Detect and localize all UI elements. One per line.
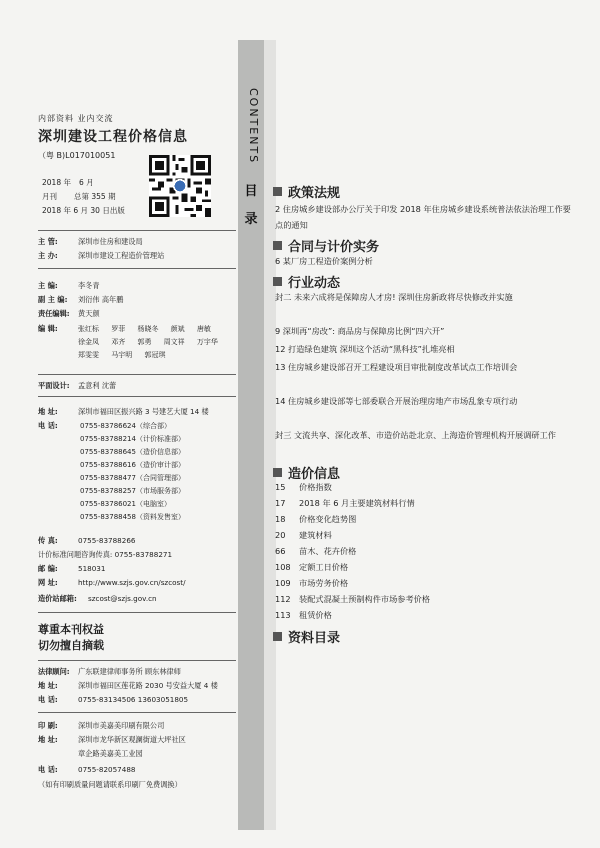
toc-title: 价格变化趋势图 <box>299 514 357 524</box>
supervisor-row <box>38 236 143 248</box>
toc-item[interactable] <box>275 559 577 575</box>
toc-item[interactable] <box>275 543 577 559</box>
website-label: 网 址: <box>38 578 58 587</box>
phone-item: 0755-83788616（造价审计部） <box>80 461 185 469</box>
printer-address-line2: 章企路美嘉美工业园 <box>78 749 143 758</box>
chief-editor-row <box>38 280 100 292</box>
supervisor-value: 深圳市住房和建设局 <box>78 237 143 246</box>
toc-page: 109 <box>275 578 291 588</box>
toc-page: 15 <box>275 482 286 492</box>
design-label: 平面设计: <box>38 381 70 390</box>
toc-title: 装配式混凝土预制构件市场参考价格 <box>299 594 431 604</box>
issn-number: （粤 B)L017010051 <box>38 151 116 160</box>
divider <box>38 268 236 269</box>
toc-page: 113 <box>275 610 291 620</box>
divider <box>38 230 236 231</box>
toc-item[interactable] <box>275 479 577 495</box>
toc-item[interactable] <box>275 527 577 543</box>
responsible-editor-value: 黄天颜 <box>78 309 100 318</box>
legal-phone-label: 电 话: <box>38 695 58 704</box>
divider <box>38 660 236 661</box>
toc-title: 2018 年 6 月主要建筑材料行情 <box>299 498 415 508</box>
printer-address-value: 深圳市龙华新区观澜街道大坪社区 <box>78 735 186 744</box>
toc-item[interactable] <box>275 607 577 623</box>
publish-date: 2018 年 6 月 30 日出版 <box>42 206 125 215</box>
printer-address-label: 地 址: <box>38 735 58 744</box>
responsible-editor-label: 责任编辑: <box>38 309 70 318</box>
legal-address-row <box>38 680 218 692</box>
postcode-row <box>38 563 105 575</box>
toc-item[interactable]: 12 打造绿色建筑 深圳这个活动“黑科技”扎堆亮相 <box>275 344 455 354</box>
phone-item: 0755-83786021（电脑室） <box>80 500 171 508</box>
toc-page: 108 <box>275 562 291 572</box>
legal-address-value: 深圳市福田区莲花路 2030 号安益大厦 4 楼 <box>78 681 218 690</box>
toc-item[interactable]: 封二 未来六成将是保障房人才房! 深圳住房新政将尽快修改并实施 <box>275 292 513 302</box>
phone-item: 0755-83788458（资料发售室） <box>80 513 185 521</box>
toc-item[interactable] <box>275 591 577 607</box>
toc-item[interactable]: 13 住房城乡建设部召开工程建设项目审批制度改革试点工作培训会 <box>275 362 518 372</box>
legal-phone-value: 0755-83134506 13603051805 <box>78 695 189 704</box>
editor-names-row: 徐金凤 邓齐 郭勇 周文祥 万宇华 <box>78 338 218 346</box>
postcode-value: 518031 <box>78 564 106 573</box>
sponsor-value: 深圳市建设工程造价管理站 <box>78 251 165 260</box>
printer-row <box>38 720 164 732</box>
qr-code-icon <box>149 155 211 217</box>
issue-year: 2018 年 <box>42 178 71 187</box>
design-row <box>38 380 116 392</box>
section-title: 造价信息 <box>288 467 341 482</box>
issue-month: 6 月 <box>78 178 94 187</box>
vice-editor-value: 刘衍伟 高年鹏 <box>78 295 124 304</box>
notice-line: 切勿擅自摘载 <box>38 639 104 652</box>
address-label: 地 址: <box>38 407 58 416</box>
toc-page: 66 <box>275 546 286 556</box>
legal-phone-row <box>38 694 188 706</box>
divider <box>38 712 236 713</box>
divider <box>38 612 236 613</box>
divider <box>38 374 236 375</box>
toc-item[interactable]: 2 住房城乡建设部办公厅关于印发 2018 年住房城乡建设系统普法依法治理工作要点的通知 <box>275 204 571 230</box>
section-materials-catalog[interactable] <box>273 627 340 646</box>
toc-item[interactable] <box>275 575 577 591</box>
divider <box>38 396 236 397</box>
vice-editor-label: 副 主 编: <box>38 295 68 304</box>
phone-row <box>38 420 78 432</box>
square-bullet-icon <box>273 277 282 286</box>
responsible-editor-row <box>38 308 100 320</box>
masthead-tag: 内部资料 业内交流 <box>38 114 114 123</box>
editor-names-row: 郑雯雯 马宇明 郭冠琪 <box>78 351 166 359</box>
postcode-label: 邮 编: <box>38 564 58 573</box>
square-bullet-icon <box>273 632 282 641</box>
fax-value: 0755-83788266 <box>78 536 136 545</box>
issue-info <box>42 176 125 218</box>
toc-title: 市场劳务价格 <box>299 578 349 588</box>
toc-item[interactable]: 6 某厂房工程造价案例分析 <box>275 256 373 266</box>
section-title: 资料目录 <box>288 631 341 646</box>
toc-page: 20 <box>275 530 286 540</box>
section-title: 政策法规 <box>288 186 341 201</box>
email-row <box>38 593 157 605</box>
printer-note: （如有印刷质量问题请联系印刷厂免费调换） <box>38 780 182 789</box>
email-label: 造价站邮箱: <box>38 594 77 603</box>
toc-page: 17 <box>275 498 286 508</box>
printer-phone-label: 电 话: <box>38 765 58 774</box>
phone-item: 0755-83788645（造价信息部） <box>80 448 185 456</box>
toc-item[interactable]: 14 住房城乡建设部等七部委联合开展治理房地产市场乱象专项行动 <box>275 396 518 406</box>
mulu-heading <box>242 178 260 234</box>
printer-label: 印 刷: <box>38 721 58 730</box>
legal-counsel-label: 法律顾问: <box>38 667 70 676</box>
printer-phone-value: 0755-82057488 <box>78 765 136 774</box>
toc-title: 建筑材料 <box>299 530 332 540</box>
contents-heading: CONTENTS <box>247 88 260 165</box>
sponsor-label: 主 办: <box>38 251 58 260</box>
fax-row <box>38 535 135 547</box>
vice-editor-row <box>38 294 123 306</box>
notice-line: 尊重本刊权益 <box>38 623 104 636</box>
section-title: 行业动态 <box>288 276 341 291</box>
magazine-title: 深圳建设工程价格信息 <box>38 129 188 145</box>
editors-label: 编 辑: <box>38 324 58 333</box>
square-bullet-icon <box>273 241 282 250</box>
issue-frequency: 月刊 <box>42 192 57 201</box>
mulu-char: 录 <box>244 212 258 227</box>
square-bullet-icon <box>273 187 282 196</box>
legal-counsel-value: 广东联建律师事务所 顾东林律师 <box>78 667 181 676</box>
supervisor-label: 主 管: <box>38 237 58 246</box>
toc-title: 租赁价格 <box>299 610 332 620</box>
phone-item: 0755-83788257（市场服务部） <box>80 487 185 495</box>
chief-editor-label: 主 编: <box>38 281 58 290</box>
issue-total: 总第 355 期 <box>74 192 116 201</box>
phone-list <box>80 420 185 524</box>
website-row <box>38 577 186 589</box>
printer-address-row <box>38 734 186 746</box>
phone-item: 0755-83788214（计价标准部） <box>80 435 185 443</box>
toc-page: 112 <box>275 594 291 604</box>
toc-item[interactable] <box>275 511 577 527</box>
printer-value: 深圳市美嘉美印刷有限公司 <box>78 721 165 730</box>
hotline: 计价标准问题咨询传真: 0755-83788271 <box>38 550 173 559</box>
mulu-char: 目 <box>244 184 258 199</box>
legal-counsel-row <box>38 666 181 678</box>
phone-label: 电 话: <box>38 421 58 430</box>
fax-label: 传 真: <box>38 536 58 545</box>
sponsor-row <box>38 250 164 262</box>
copyright-notice <box>38 622 104 654</box>
printer-phone-row <box>38 764 135 776</box>
toc-page: 18 <box>275 514 286 524</box>
editors-row <box>38 323 78 335</box>
legal-address-label: 地 址: <box>38 681 58 690</box>
toc-title: 价格指数 <box>299 482 332 492</box>
toc-title: 定额工日价格 <box>299 562 349 572</box>
toc-item[interactable] <box>275 495 577 511</box>
phone-item: 0755-83786624（综合部） <box>80 422 171 430</box>
address-row <box>38 406 209 418</box>
toc-item[interactable]: 封三 文流共享、深化改革、市造价站赴北京、上海造价管理机构开展调研工作 <box>275 430 556 440</box>
design-value: 孟意利 沈蕾 <box>78 381 117 390</box>
address-value: 深圳市福田区振兴路 3 号建艺大厦 14 楼 <box>78 407 209 416</box>
phone-item: 0755-83788477（合同管理部） <box>80 474 185 482</box>
toc-item[interactable]: 9 深圳再“房改”: 商品房与保障房比例“四六开” <box>275 326 445 336</box>
chief-editor-value: 李冬青 <box>78 281 100 290</box>
section-policy[interactable] <box>273 182 340 201</box>
square-bullet-icon <box>273 468 282 477</box>
website-link[interactable]: http://www.szjs.gov.cn/szcost/ <box>78 578 186 587</box>
editor-names <box>78 323 218 362</box>
section-title: 合同与计价实务 <box>288 240 380 255</box>
email-link[interactable]: szcost@szjs.gov.cn <box>88 594 157 603</box>
editor-names-row: 张红标 罗菲 杨晓冬 颜斌 唐敏 <box>78 325 211 333</box>
toc-title: 苗木、花卉价格 <box>299 546 357 556</box>
